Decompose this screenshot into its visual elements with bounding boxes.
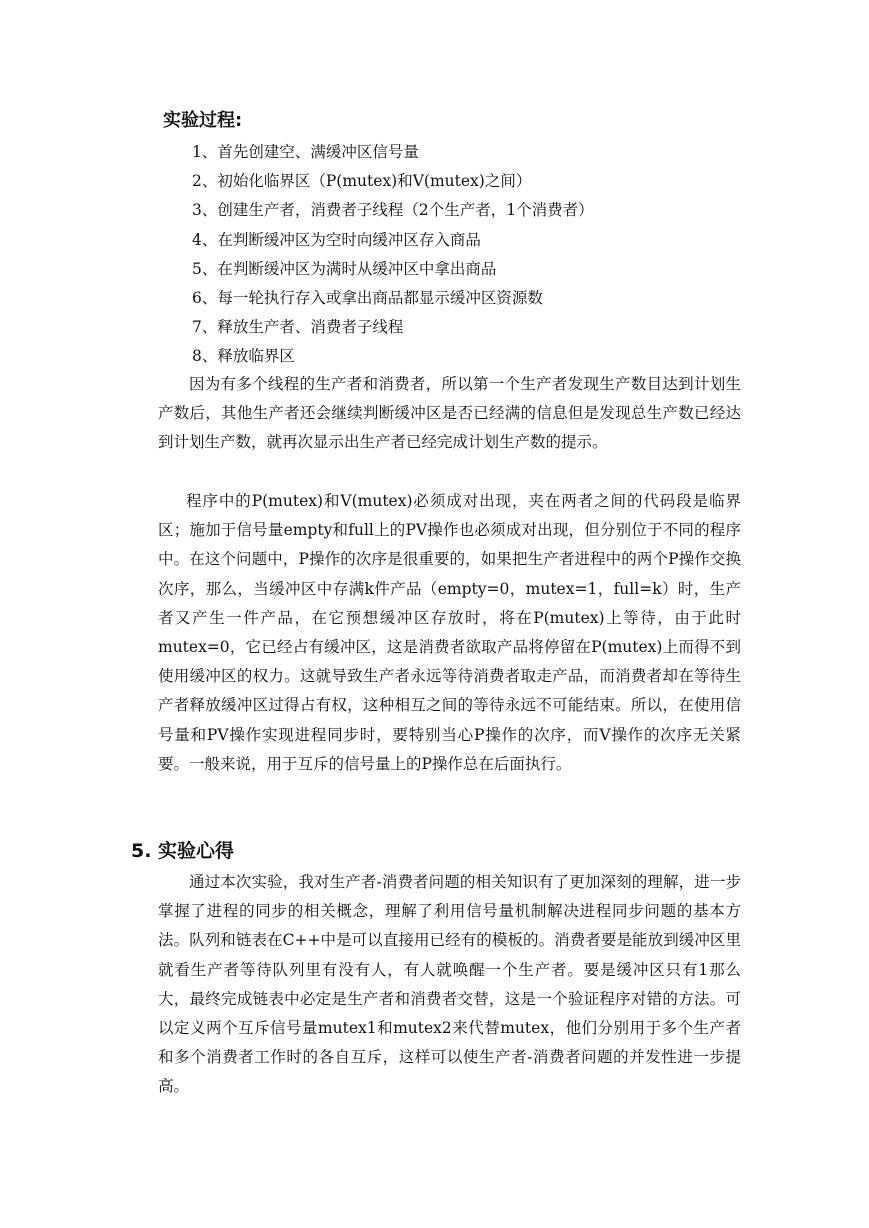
- process-steps-list: [192, 138, 594, 372]
- reflection-paragraph: 通过本次实验，我对生产者-消费者问题的相关知识有了更加深刻的理解，进一步掌握了进程的同步的相关概念，理解了利用信号量机制解决进程同步问题的基本方法。队列和链表在C++中是可以直接用已经有的模板的。消费者要是能放到缓冲区里就看生产者等待队列里有没有人，有人就唤醒一个生产者。要是缓冲区只有1那么大，最终完成链表中必定是生产者和消费者交替，这是一个验证程序对错的方法。可以定义两个互斥信号量mutex1和mutex2来代替mutex，他们分别用于多个生产者和多个消费者工作时的各自互斥，这样可以使生产者-消费者问题的并发性进一步提高。: [158, 873, 741, 1096]
- process-step: 2、初始化临界区（P(mutex)和V(mutex)之间）: [192, 172, 532, 191]
- process-step: 1、首先创建空、满缓冲区信号量: [192, 143, 419, 161]
- process-step: 6、每一轮执行存入或拿出商品都显示缓冲区资源数: [192, 289, 543, 308]
- process-step: 7、释放生产者、消费者子线程: [192, 318, 404, 337]
- process-step: 5、在判断缓冲区为满时从缓冲区中拿出商品: [192, 259, 497, 278]
- process-heading: 实验过程:: [163, 110, 243, 131]
- process-step: 8、释放临界区: [192, 347, 295, 366]
- process-step: 3、创建生产者，消费者子线程（2个生产者，1个消费者）: [192, 201, 594, 220]
- reflection-heading: 5. 实验心得: [131, 840, 235, 862]
- process-step: 4、在判断缓冲区为空时向缓冲区存入商品: [192, 230, 481, 249]
- mutex-order-paragraph: 程序中的P(mutex)和V(mutex)必须成对出现，夹在两者之间的代码段是临界区；施加于信号量empty和full上的PV操作也必须成对出现，但分别位于不同的程序中。在这个问题中，P操作的次序是很重要的，如果把生产者进程中的两个P操作交换次序，那么，当缓冲区中存满k件产品（empty=0，mutex=1，full=k）时，生产者又产生一件产品，在它预想缓冲区存放时，将在P(mutex)上等待，由于此时mutex=0，它已经占有缓冲区，这是消费者欲取产品将停留在P(mutex)上而得不到使用缓冲区的权力。这就导致生产者永远等待消费者取走产品，而消费者却在等待生产者释放缓冲区过得占有权，这种相互之间的等待永远不可能结束。所以，在使用信号量和PV操作实现进程同步时，要特别当心P操作的次序，而V操作的次序无关紧要。一般来说，用于互斥的信号量上的P操作总在后面执行。: [158, 492, 741, 773]
- multi-producer-paragraph: 因为有多个线程的生产者和消费者，所以第一个生产者发现生产数目达到计划生产数后，其他生产者还会继续判断缓冲区是否已经满的信息但是发现总生产数已经达到计划生产数，就再次显示出生产者已经完成计划生产数的提示。: [158, 375, 741, 452]
